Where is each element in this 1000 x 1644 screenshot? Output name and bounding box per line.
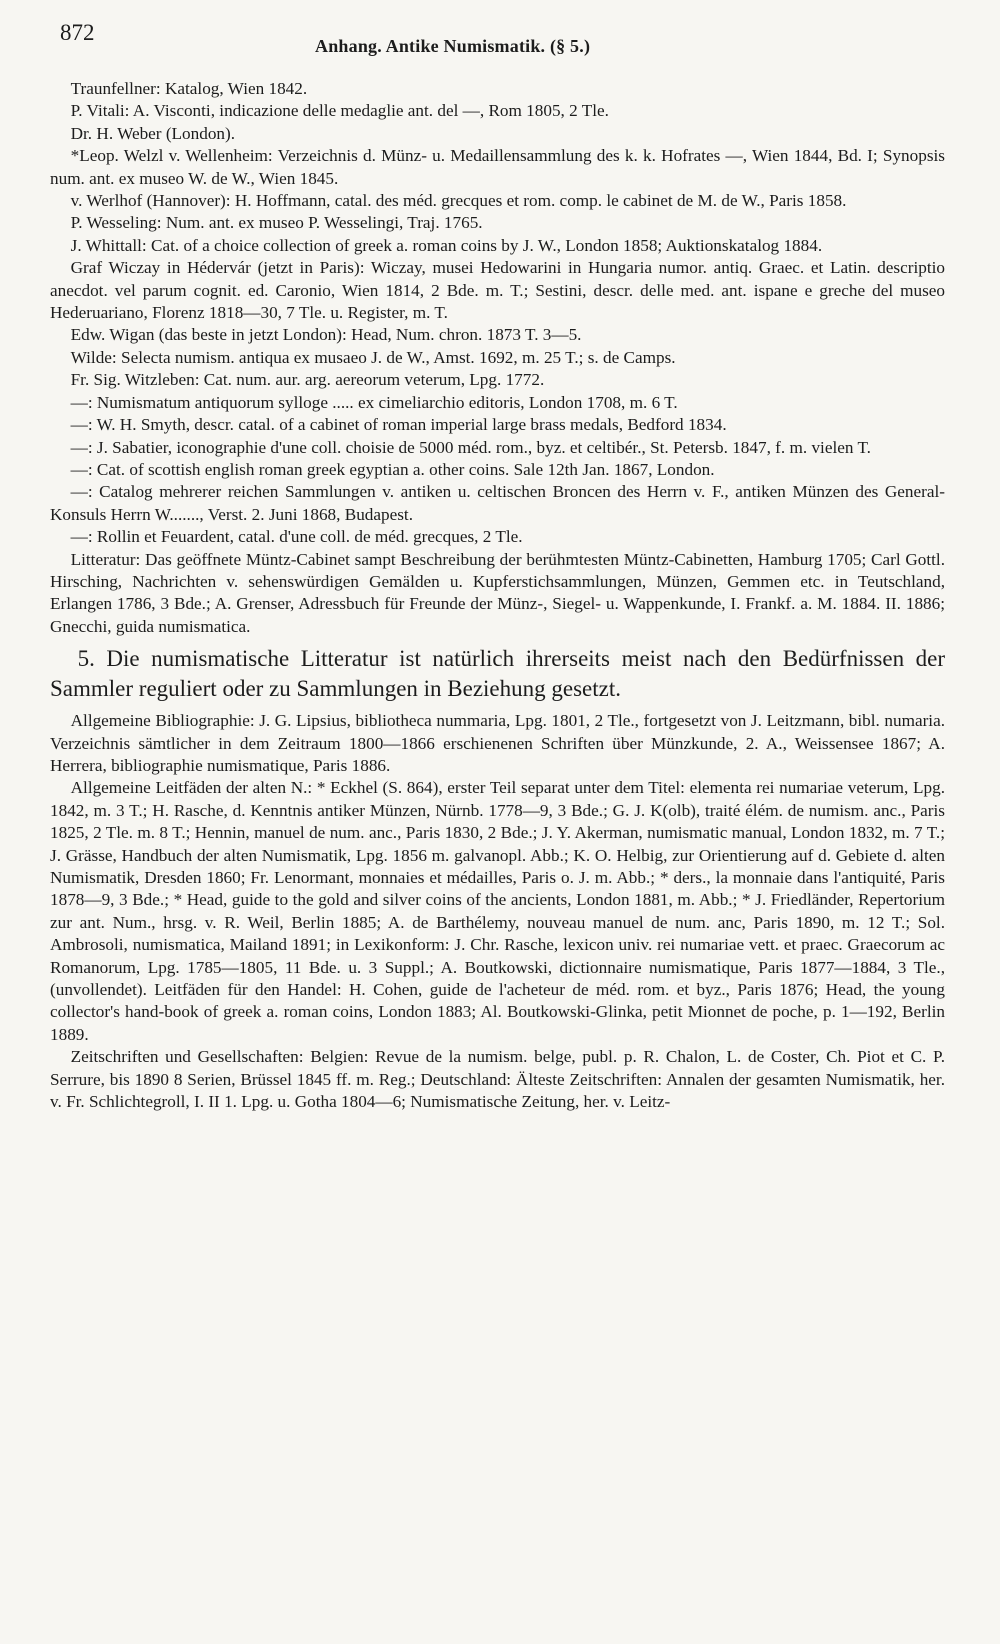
collection-entry: v. Werlhof (Hannover): H. Hoffmann, catal. des méd. grecques et rom. comp. le cabinet de M. de W., Paris 1858. <box>70 191 847 211</box>
guides-paragraph: Allgemeine Leitfäden der alten N.: * Eckhel (S. 864), erster Teil separat unter dem Titel: elementa rei numariae veterum, Lpg. 1842, m. 3 T.; H. Rasche, d. Kenntnis antiker Münzen, Nürnb. 1778—9, 3 Bde.; G. J. K(olb), traité élém. de numism. anc., Paris 1825, 2 Tle. m. 8 T.; Hennin, manuel de num. anc., Paris 1830, 2 Bde.; J. Y. Akerman, numismatic manual, London 1832, m. 7 T.; J. Grässe, Handbuch der alten Numismatik, Lpg. 1856 m. galvanopl. Abb.; K. O. Helbig, zur Orientierung auf d. Gebiete d. alten Numismatik, Dresden 1860; Fr. Lenormant, monnaies et médailles, Paris o. J. m. Abb.; * ders., la monnaie dans l'antiquité, Paris 1878—9, 3 Bde.; * Head, guide to the gold and silver coins of the ancients, London 1881, m. Abb.; * J. Friedländer, Repertorium zur ant. Num., hrsg. v. R. Weil, Berlin 1885; A. de Barthélemy, nouveau manuel de num. anc, Paris 1890, m. 12 T.; Sol. Ambrosoli, numismatica, Mailand 1891; in Lexikonform: J. Chr. Rasche, lexicon univ. rei numariae vett. et praec. Graecorum ac Romanorum, Lpg. 1785—1805, 11 Bde. u. 3 Suppl.; A. Boutkowski, dictionnaire numismatique, Paris 1877—1884, 3 Tle., (unvollendet). Leitfäden für den Handel: H. Cohen, guide de l'acheteur de méd. rom. et byz., Paris 1876; Head, the young collector's hand-book of greek a. roman coins, London 1883; Al. Boutkowski-Glinka, petit Mionnet de poche, p. 1—192, Berlin 1889. <box>50 778 945 1044</box>
collection-entry: —: W. H. Smyth, descr. catal. of a cabinet of roman imperial large brass medals, Bedford 1834. <box>70 415 727 435</box>
collection-entry: —: Rollin et Feuardent, catal. d'une coll. de méd. grecques, 2 Tle. <box>70 527 523 547</box>
collection-entry: —: J. Sabatier, iconographie d'une coll. choisie de 5000 méd. rom., byz. et celtibér., St. Petersb. 1847, f. m. vielen T. <box>70 437 871 457</box>
collection-entry: P. Wesseling: Num. ant. ex museo P. Wesselingi, Traj. 1765. <box>70 213 483 233</box>
collection-entry: —: Catalog mehrerer reichen Sammlungen v. antiken u. celtischen Broncen des Herrn v. F., antiken Münzen des General-Konsuls Herrn W......., Verst. 2. Juni 1868, Budapest. <box>50 482 945 524</box>
running-title: Anhang. Antike Numismatik. (§ 5.) <box>315 36 591 56</box>
page-number: 872 <box>60 20 95 45</box>
page-body <box>50 78 945 1113</box>
collection-entry: J. Whittall: Cat. of a choice collection of greek a. roman coins by J. W., London 1858; Auktionskatalog 1884. <box>70 235 823 255</box>
collection-entry: —: Numismatum antiquorum sylloge ..... ex cimeliarchio editoris, London 1708, m. 6 T. <box>70 392 678 412</box>
literature-entry: Litteratur: Das geöffnete Müntz-Cabinet sampt Beschreibung der berühmtesten Müntz-Cabinetten, Hamburg 1705; Carl Gottl. Hirsching, Nachrichten v. sehenswürdigen Gemälden u. Kupferstichsammlungen, Münzen, Gemmen etc. in Teutschland, Erlangen 1786, 3 Bde.; A. Grenser, Adressbuch für Freunde der Münz-, Siegel- u. Wappenkunde, I. Frankf. a. M. 1884. II. 1886; Gnecchi, guida numismatica. <box>50 549 945 636</box>
collection-entry: —: Cat. of scottish english roman greek egyptian a. other coins. Sale 12th Jan. 1867, London. <box>70 459 715 479</box>
collection-entry: Dr. H. Weber (London). <box>70 123 236 143</box>
bibliography-paragraph: Allgemeine Bibliographie: J. G. Lipsius, bibliotheca nummaria, Lpg. 1801, 2 Tle., fortgesetzt von J. Leitzmann, bibl. numaria. Verzeichnis sämtlicher in dem Zeitraum 1800—1866 erschienenen Schriften über Münzkunde, 2. A., Weissensee 1867; A. Herrera, bibliographie numismatique, Paris 1886. <box>50 711 945 775</box>
collection-entry: *Leop. Welzl v. Wellenheim: Verzeichnis d. Münz- u. Medaillensammlung des k. k. Hofrates —, Wien 1844, Bd. I; Synopsis num. ant. ex museo W. de W., Wien 1845. <box>50 146 945 188</box>
collection-entry: Graf Wiczay in Hédervár (jetzt in Paris): Wiczay, musei Hedowarini in Hungaria numor. antiq. Graec. et Latin. descriptio anecdot. vel parum cognit. ed. Caronio, Wien 1814, 2 Bde. m. T.; Sestini, descr. delle med. ant. ispane e greche del museo Hederuariano, Florenz 1818—30, 7 Tle. u. Register, m. T. <box>50 258 945 323</box>
collection-entry: Traunfellner: Katalog, Wien 1842. <box>70 79 308 98</box>
collection-entry: Edw. Wigan (das beste in jetzt London): Head, Num. chron. 1873 T. 3—5. <box>70 325 582 345</box>
collection-entry: P. Vitali: A. Visconti, indicazione delle medaglie ant. del —, Rom 1805, 2 Tle. <box>70 101 609 121</box>
page-header <box>60 20 940 60</box>
collection-entry: Fr. Sig. Witzleben: Cat. num. aur. arg. aereorum veterum, Lpg. 1772. <box>70 370 545 390</box>
section-5-paragraph: 5. Die numismatische Litteratur ist natürlich ihrerseits meist nach den Bedürfnissen der Sammler reguliert oder zu Sammlungen in Beziehung gesetzt. <box>50 646 945 702</box>
periodicals-paragraph: Zeitschriften und Gesellschaften: Belgien: Revue de la numism. belge, publ. p. R. Chalon, L. de Coster, Ch. Piot et C. P. Serrure, bis 1890 8 Serien, Brüssel 1845 ff. m. Reg.; Deutschland: Älteste Zeitschriften: Annalen der gesamten Numismatik, her. v. Fr. Schlichtegroll, I. II 1. Lpg. u. Gotha 1804—6; Numismatische Zeitung, her. v. Leitz- <box>50 1047 945 1112</box>
collection-entry: Wilde: Selecta numism. antiqua ex musaeo J. de W., Amst. 1692, m. 25 T.; s. de Camps. <box>70 347 676 367</box>
